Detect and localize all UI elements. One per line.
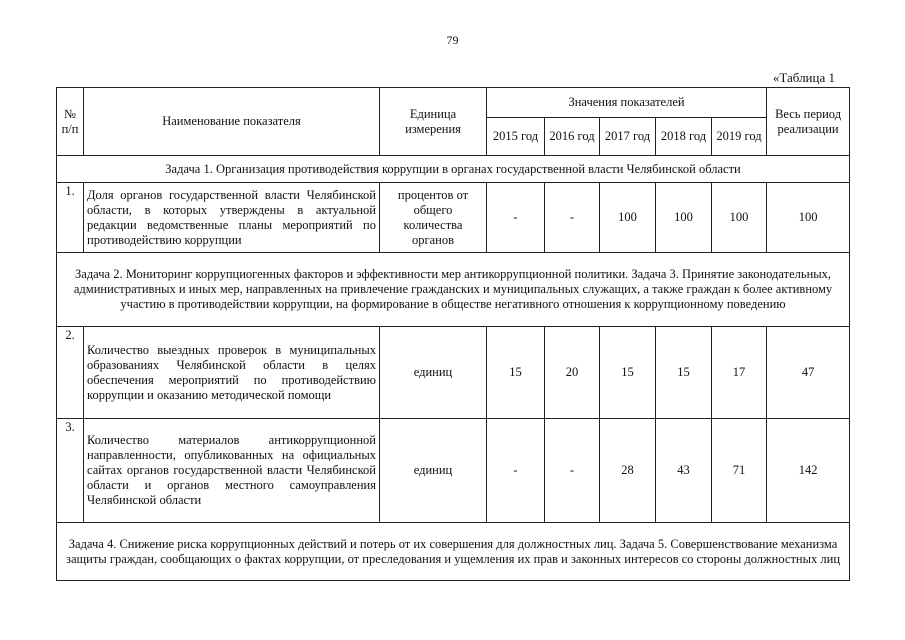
table-caption: «Таблица 1 [772,70,835,85]
unit-cell: единиц [380,327,487,419]
value-cell: 100 [712,183,767,253]
header-year: 2017 год [600,118,656,156]
value-cell: - [545,183,600,253]
value-cell: 71 [712,419,767,523]
task-4-5: Задача 4. Снижение риска коррупционных действий и потерь от их совершения для должностных лиц. Задача 5. Совершенствование механизма защиты граждан, сообщающих о фактах коррупции, от преследования и ущемления их прав и законных интересов со стороны должностных лиц [57,523,850,581]
header-name: Наименование показателя [84,88,380,156]
header-whole-period: Весь период реализации [767,88,850,156]
header-no: № п/п [57,88,84,156]
table-row [57,183,850,253]
task-row [57,523,850,581]
value-cell: 43 [656,419,712,523]
value-cell: 15 [656,327,712,419]
indicator-name: Количество материалов антикоррупционной направленности, опубликованных на официальных сайтах органов государственной власти Челябинской области и органов местного самоуправления Челябинской области [84,419,380,523]
unit-cell: процентов от общего количества органов [380,183,487,253]
value-cell: - [487,183,545,253]
task-row [57,156,850,183]
table-row [57,327,850,419]
header-year: 2015 год [487,118,545,156]
total-cell: 100 [767,183,850,253]
task-1: Задача 1. Организация противодействия коррупции в органах государственной власти Челябинской области [57,156,850,183]
value-cell: - [545,419,600,523]
header-values-title: Значения показателей [487,88,767,118]
header-unit: Единица измерения [380,88,487,156]
header-year: 2018 год [656,118,712,156]
row-number: 1. [57,183,84,253]
header-year: 2016 год [545,118,600,156]
header-row [57,88,850,118]
value-cell: 17 [712,327,767,419]
indicator-name: Количество выездных проверок в муниципальных образованиях Челябинской области в целях обеспечения мероприятий по противодействию коррупции и оказанию методической помощи [84,327,380,419]
value-cell: 15 [487,327,545,419]
indicators-table [56,87,850,581]
value-cell: 15 [600,327,656,419]
header-year: 2019 год [712,118,767,156]
value-cell: 28 [600,419,656,523]
task-row [57,253,850,327]
value-cell: 20 [545,327,600,419]
task-2-3: Задача 2. Мониторинг коррупциогенных факторов и эффективности мер антикоррупционной политики. Задача 3. Принятие законодательных, административных и иных мер, направленных на привлечение гражданских и муниципальных служащих, а также граждан к более активному участию в противодействии коррупции, на формирование в обществе негативного отношения к коррупционному поведению [57,253,850,327]
value-cell: - [487,419,545,523]
total-cell: 142 [767,419,850,523]
row-number: 2. [57,327,84,419]
row-number: 3. [57,419,84,523]
value-cell: 100 [600,183,656,253]
total-cell: 47 [767,327,850,419]
page-number: 79 [446,33,459,47]
unit-cell: единиц [380,419,487,523]
table-row [57,419,850,523]
indicator-name: Доля органов государственной власти Челябинской области, в которых утверждены в актуальной редакции ведомственные планы мероприятий по противодействию коррупции [84,183,380,253]
value-cell: 100 [656,183,712,253]
